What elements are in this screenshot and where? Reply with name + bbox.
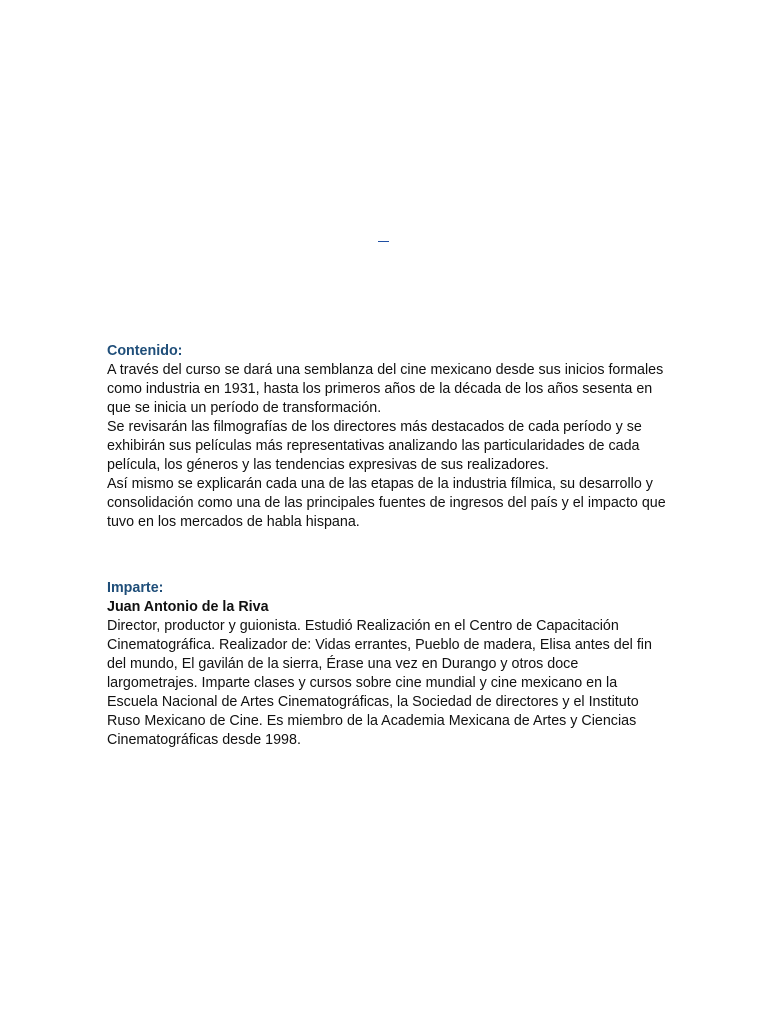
contenido-heading: Contenido: xyxy=(107,343,183,359)
contenido-paragraph: A través del curso se dará una semblanza del cine mexicano desde sus inicios formales como industria en 1931, hasta los primeros años de la década de los años sesenta en que se inicia un período de transformación. xyxy=(107,362,664,416)
imparte-heading: Imparte: xyxy=(107,580,164,596)
link-underline[interactable] xyxy=(378,232,389,242)
contenido-section xyxy=(107,342,669,532)
instructor-bio: Director, productor y guionista. Estudió Realización en el Centro de Capacitación Cinematográfica. Realizador de: Vidas errantes, Pueblo de madera, Elisa antes del fin del mundo, El gavilán de la sierra, Érase una vez en Durango y otros doce largometrajes. Imparte clases y cursos sobre cine mundial y cine mexicano en la Escuela Nacional de Artes Cinematográficas, la Sociedad de directores y el Instituto Ruso Mexicano de Cine. Es miembro de la Academia Mexicana de Artes y Ciencias Cinematográficas desde 1998. xyxy=(107,618,652,748)
imparte-section xyxy=(107,579,669,750)
instructor-name: Juan Antonio de la Riva xyxy=(107,599,269,615)
contenido-paragraph: Así mismo se explicarán cada una de las etapas de la industria fílmica, su desarrollo y consolidación como una de las principales fuentes de ingresos del país y el impacto que tuvo en los mercados de habla hispana. xyxy=(107,476,666,530)
contenido-paragraph: Se revisarán las filmografías de los directores más destacados de cada período y se exhibirán sus películas más representativas analizando las particularidades de cada película, los géneros y las tendencias expresivas de sus realizadores. xyxy=(107,419,642,473)
